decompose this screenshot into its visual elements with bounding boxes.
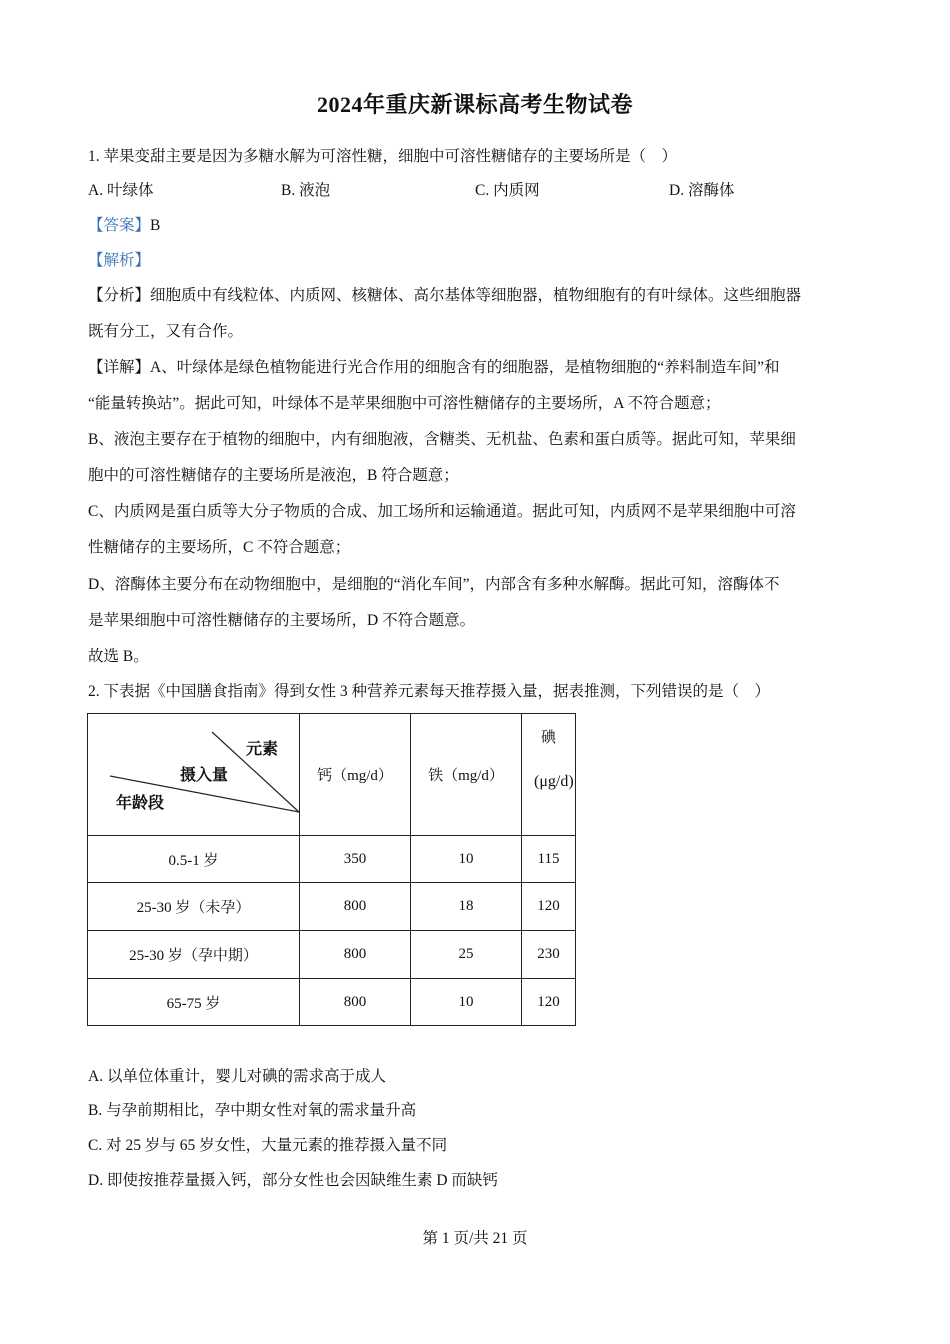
answer-tag: 【答案】 xyxy=(88,217,151,234)
age-cell: 0.5-1 岁 xyxy=(88,836,300,883)
header-calcium: 钙（mg/d） xyxy=(300,714,411,836)
q2-option-c: C. 对 25 岁与 65 岁女性，大量元素的推荐摄入量不同 xyxy=(88,1137,448,1154)
table-row xyxy=(88,979,576,1026)
q1-text-line: 既有分工，又有合作。 xyxy=(88,323,244,340)
q1-text-line: D、溶酶体主要分布在动物细胞中，是细胞的“消化车间”，内部含有多种水解酶。据此可知，溶酶体不 xyxy=(88,576,780,593)
age-cell: 25-30 岁（孕中期） xyxy=(88,931,300,979)
q1-option-c: C. 内质网 xyxy=(475,182,540,199)
nutrient-table xyxy=(87,713,576,1026)
q1-text-line: 故选 B。 xyxy=(88,648,149,665)
q1-stem: 1. 苹果变甜主要是因为多糖水解为可溶性糖，细胞中可溶性糖储存的主要场所是（ ） xyxy=(88,148,678,165)
table-row xyxy=(88,836,576,883)
corner-label-age: 年龄段 xyxy=(116,793,165,812)
calcium-cell: 800 xyxy=(300,979,411,1026)
iron-cell: 18 xyxy=(411,883,522,931)
iron-cell: 10 xyxy=(411,836,522,883)
q2-option-b: B. 与孕前期相比，孕中期女性对氧的需求量升高 xyxy=(88,1102,417,1119)
q1-option-d: D. 溶酶体 xyxy=(669,182,735,199)
q1-text-line: 是苹果细胞中可溶性糖储存的主要场所，D 不符合题意。 xyxy=(88,612,476,629)
table-row xyxy=(88,931,576,979)
iodine-cell: 115 xyxy=(522,836,576,883)
q1-analysis-tag xyxy=(88,251,868,271)
diagonal-header xyxy=(88,714,299,835)
age-cell: 65-75 岁 xyxy=(88,979,300,1026)
q1-option-b: B. 液泡 xyxy=(281,182,331,199)
q1-text-line: 性糖储存的主要场所，C 不符合题意； xyxy=(88,539,351,556)
calcium-cell: 800 xyxy=(300,931,411,979)
q2-stem: 2. 下表据《中国膳食指南》得到女性 3 种营养元素每天推荐摄入量，据表推测，下列错误的是（ ） xyxy=(88,683,771,700)
q2-option-d: D. 即使按推荐量摄入钙，部分女性也会因缺维生素 D 而缺钙 xyxy=(88,1172,498,1189)
q1-answer xyxy=(88,216,868,236)
q1-text-line: 【分析】细胞质中有线粒体、内质网、核糖体、高尔基体等细胞器，植物细胞有的有叶绿体。这些细胞器 xyxy=(88,287,802,304)
q1-option-a: A. 叶绿体 xyxy=(88,182,154,199)
iodine-cell: 120 xyxy=(522,883,576,931)
answer-value: B xyxy=(150,217,161,234)
page-footer: 第 1 页/共 21 页 xyxy=(422,1230,528,1247)
corner-label-intake: 摄入量 xyxy=(180,765,229,784)
iron-cell: 25 xyxy=(411,931,522,979)
calcium-cell: 350 xyxy=(300,836,411,883)
age-cell: 25-30 岁（未孕） xyxy=(88,883,300,931)
header-iodine xyxy=(522,714,576,836)
page-title: 2024年重庆新课标高考生物试卷 xyxy=(316,92,633,117)
q1-text-line: 胞中的可溶性糖储存的主要场所是液泡，B 符合题意； xyxy=(88,467,459,484)
table-header-row xyxy=(88,714,576,836)
iodine-cell: 120 xyxy=(522,979,576,1026)
iodine-label: 碘 xyxy=(540,730,556,746)
calcium-cell: 800 xyxy=(300,883,411,931)
q1-text-line: B、液泡主要存在于植物的细胞中，内有细胞液，含糖类、无机盐、色素和蛋白质等。据此可知，苹果细 xyxy=(88,431,796,448)
q2-option-a: A. 以单位体重计，婴儿对碘的需求高于成人 xyxy=(88,1068,386,1085)
iodine-cell: 230 xyxy=(522,931,576,979)
q1-text-line: “能量转换站”。据此可知，叶绿体不是苹果细胞中可溶性糖储存的主要场所，A 不符合题意； xyxy=(88,395,721,412)
iodine-unit: (μg/d) xyxy=(534,773,574,790)
q1-text-line: C、内质网是蛋白质等大分子物质的合成、加工场所和运输通道。据此可知，内质网不是苹果细胞中可溶 xyxy=(88,503,796,520)
table-row xyxy=(88,883,576,931)
analysis-tag: 【解析】 xyxy=(88,252,151,269)
iron-cell: 10 xyxy=(411,979,522,1026)
table-corner-cell xyxy=(88,714,300,836)
header-iron: 铁（mg/d） xyxy=(411,714,522,836)
corner-label-element: 元素 xyxy=(246,739,279,758)
q1-text-line: 【详解】A、叶绿体是绿色植物能进行光合作用的细胞含有的细胞器，是植物细胞的“养料制造车间”和 xyxy=(88,359,780,376)
